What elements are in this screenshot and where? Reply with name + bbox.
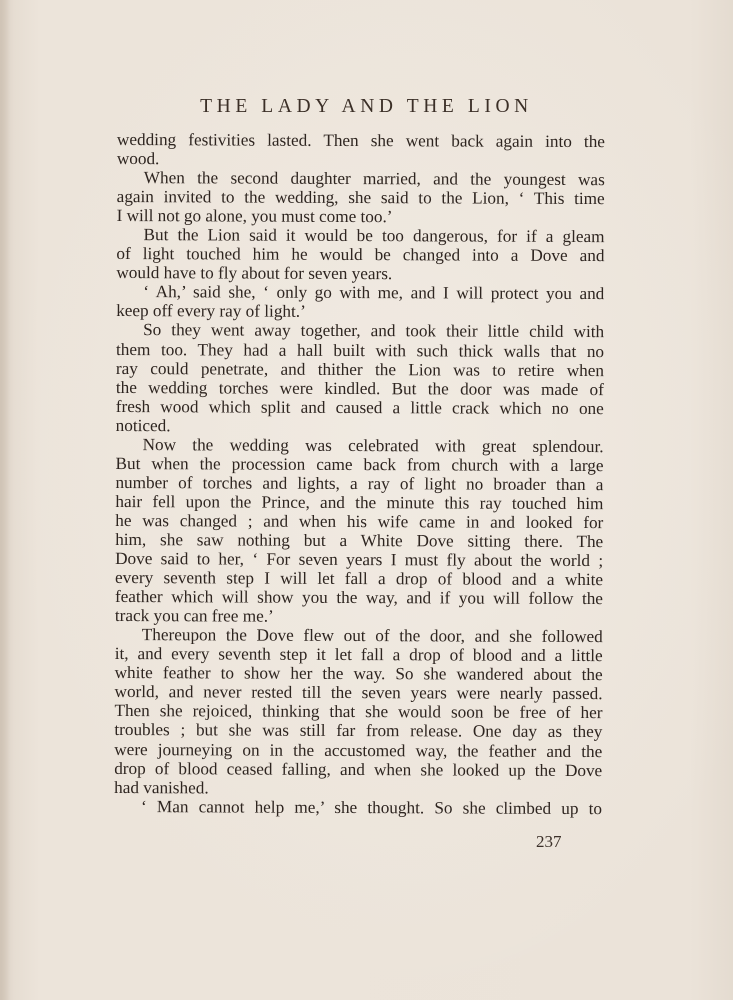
text-line: Then she rejoiced, thinking that she would soon be free of her xyxy=(114,701,603,723)
text-line: ‘ Man cannot help me,’ she thought. So she climbed up to xyxy=(141,796,603,818)
text-line: So they went away together, and took their little child with xyxy=(143,320,605,342)
page-gutter-shadow xyxy=(0,0,10,1000)
text-line: of light touched him he would be changed into a Dove and xyxy=(116,244,605,266)
text-line: keep off every ray of light.’ xyxy=(116,301,306,322)
text-line: world, and never rested till the seven years were nearly passed. xyxy=(114,682,603,704)
text-line: would have to fly about for seven years. xyxy=(116,263,393,284)
text-line: number of torches and lights, a ray of light no broader than a xyxy=(115,472,604,494)
text-line: white feather to show her the way. So she wandered about the xyxy=(114,663,603,685)
text-line: track you can free me.’ xyxy=(114,606,274,626)
text-line: When the second daughter married, and the youngest was xyxy=(143,168,605,190)
text-line: But the Lion said it would be too dangerous, for if a gleam xyxy=(143,225,605,247)
body-text xyxy=(114,130,605,818)
text-line: wedding festivities lasted. Then she went back again into the xyxy=(116,130,605,152)
text-line: ‘ Ah,’ said she, ‘ only go with me, and I will protect you and xyxy=(143,282,605,304)
text-line: again invited to the wedding, she said to the Lion, ‘ This time xyxy=(116,187,605,209)
text-line: it, and every seventh step it let fall a drop of blood and a little xyxy=(114,644,603,666)
text-line: were journeying on in the accustomed way, the feather and the xyxy=(114,739,603,761)
text-line: troubles ; but she was still far from release. One day as they xyxy=(114,720,603,742)
text-line: had vanished. xyxy=(114,777,209,797)
text-line: wood. xyxy=(116,149,160,169)
running-head: THE LADY AND THE LION xyxy=(200,96,533,117)
text-line: Dove said to her, ‘ For seven years I must fly about the world ; xyxy=(115,549,604,571)
text-line: the wedding torches were kindled. But the door was made of xyxy=(115,377,604,399)
text-line: I will not go alone, you must come too.’ xyxy=(116,206,393,227)
text-line: Now the wedding was celebrated with great splendour. xyxy=(142,434,604,456)
text-line: fresh wood which split and caused a little crack which no one xyxy=(115,396,604,418)
text-line: drop of blood ceased falling, and when she looked up the Dove xyxy=(114,758,603,780)
text-line: Thereupon the Dove flew out of the door, and she followed xyxy=(141,625,603,647)
text-line: every seventh step I will let fall a drop of blood and a white xyxy=(115,568,604,590)
text-line: them too. They had a hall built with such thick walls that no xyxy=(116,339,605,361)
text-line: feather which will show you the way, and if you will follow the xyxy=(114,587,604,609)
text-line: him, she saw nothing but a White Dove sitting there. The xyxy=(115,529,604,552)
page-number: 237 xyxy=(536,832,562,851)
text-line: But when the procession came back from church with a large xyxy=(115,453,604,475)
text-line: hair fell upon the Prince, and the minute this ray touched him xyxy=(115,491,604,514)
text-line: he was changed ; and when his wife came in and looked for xyxy=(115,510,604,533)
text-line: noticed. xyxy=(115,415,171,435)
text-line: ray could penetrate, and thither the Lion was to retire when xyxy=(115,358,604,380)
